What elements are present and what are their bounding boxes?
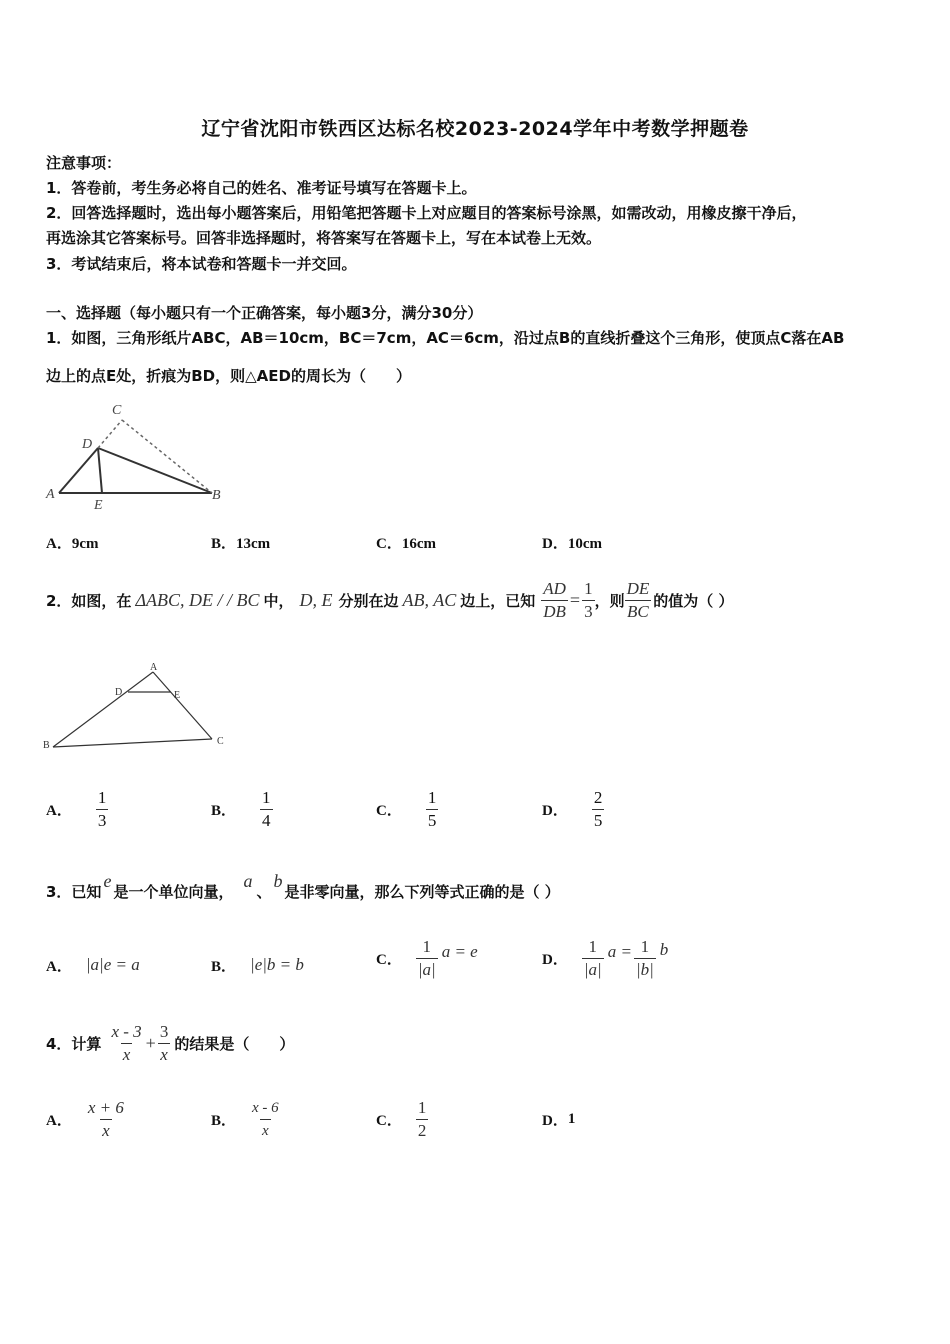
option-letter: C． xyxy=(376,951,402,968)
q2-text-part: 中， xyxy=(263,591,294,610)
option-letter: A． xyxy=(46,802,72,819)
option-fraction: $\frac{1}{|a|}$ xyxy=(583,936,602,979)
option-letter: B． xyxy=(211,958,237,975)
option-letter: D． xyxy=(542,802,568,819)
option-letter: C． xyxy=(376,1112,402,1129)
notice-item-2: 2．回答选择题时，选出每小题答案后，用铅笔把答题卡上对应题目的答案标号涂黑，如需改动，用橡皮擦干净后， xyxy=(46,204,807,222)
q1-option-b[interactable] xyxy=(211,532,270,553)
q3-option-d[interactable] xyxy=(542,928,668,988)
segment-ac xyxy=(153,672,212,739)
q4-option-a[interactable] xyxy=(46,1094,126,1144)
notice-heading: 注意事项： xyxy=(46,154,122,172)
q4-option-d[interactable] xyxy=(542,1094,575,1144)
q2-text-part: ，则 xyxy=(594,591,625,610)
q2-math: D, E xyxy=(299,589,333,610)
q2-math: AB, AC xyxy=(402,589,457,610)
label-b: B xyxy=(212,488,221,503)
q2-text-part: 分别在边 xyxy=(338,591,399,610)
plus-sign: + xyxy=(145,1032,156,1053)
option-expression: |e|b = b xyxy=(250,955,304,974)
option-fraction: $\frac{x + 6}{x}$ xyxy=(87,1097,124,1140)
fraction-one-third: $\frac{1}{3}$ xyxy=(584,578,593,621)
option-letter: B． xyxy=(211,802,237,819)
q2-option-d[interactable] xyxy=(542,786,604,832)
q2-option-b[interactable] xyxy=(211,786,273,832)
option-fraction: $\frac{1}{3}$ xyxy=(97,787,107,830)
notice-item-1: 1．答卷前，考生务必将自己的姓名、准考证号填写在答题卡上。 xyxy=(46,179,477,197)
q1-option-c[interactable] xyxy=(376,532,436,553)
equals-sign: = xyxy=(569,589,581,610)
option-letter: D． xyxy=(542,536,568,552)
label-d: D xyxy=(115,687,123,698)
option-value: 1 xyxy=(567,1110,576,1127)
q3-text-part: 3．已知 xyxy=(46,883,102,901)
option-fraction: $\frac{1}{5}$ xyxy=(427,787,437,830)
q3-option-b[interactable] xyxy=(211,950,304,980)
fraction-de-bc: $\frac{DE}{BC}$ xyxy=(626,578,650,621)
option-fraction: $\frac{1}{|b|}$ xyxy=(635,936,654,979)
q4-text-part: 4．计算 xyxy=(46,1034,102,1053)
q4-text xyxy=(46,1010,294,1076)
q3-text-part: 、 xyxy=(256,883,272,901)
label-e: E xyxy=(94,498,103,513)
segment-ba xyxy=(53,672,153,747)
option-letter: A． xyxy=(46,1112,72,1129)
option-value: 13cm xyxy=(236,536,271,552)
fraction-x-minus-3-over-x: $\frac{x - 3}{x}$ xyxy=(111,1021,142,1064)
option-fraction: $\frac{1}{4}$ xyxy=(262,787,271,830)
q2-text-part: 边上，已知 xyxy=(460,591,536,610)
q2-text xyxy=(46,564,733,636)
q4-option-c[interactable] xyxy=(376,1094,428,1144)
q3-option-a[interactable] xyxy=(46,950,140,980)
label-d: D xyxy=(82,437,93,452)
fraction-ad-db: $\frac{AD}{DB}$ xyxy=(543,578,566,621)
q2-option-a[interactable] xyxy=(46,786,108,832)
vector-e: e xyxy=(103,871,112,891)
option-fraction: $\frac{1}{|a|}$ xyxy=(417,936,436,979)
label-a: A xyxy=(46,487,55,502)
q1-option-a[interactable] xyxy=(46,532,99,553)
option-expression: a = e xyxy=(441,942,478,961)
option-letter: C． xyxy=(376,536,402,552)
label-c: C xyxy=(217,736,224,747)
option-fraction: $\frac{2}{5}$ xyxy=(593,787,603,830)
label-b: B xyxy=(43,740,50,751)
label-a: A xyxy=(150,662,158,673)
segment-bc xyxy=(53,739,212,747)
q1-triangle-figure xyxy=(44,398,229,513)
fraction-3-over-x: $\frac{3}{x}$ xyxy=(159,1021,169,1064)
q3-option-c[interactable] xyxy=(376,928,478,988)
q1-text-line2: 边上的点E处，折痕为BD，则△AED的周长为（ ） xyxy=(46,367,411,385)
option-letter: A． xyxy=(46,536,72,552)
option-fraction: $\frac{1}{2}$ xyxy=(417,1097,427,1140)
q4-text-part: 的结果是（ ） xyxy=(174,1034,295,1053)
option-letter: D． xyxy=(542,1112,568,1129)
vector-b: b xyxy=(273,871,283,891)
page-title: 辽宁省沈阳市铁西区达标名校2023-2024学年中考数学押题卷 xyxy=(201,118,749,140)
section-heading: 一、选择题（每小题只有一个正确答案，每小题3分，满分30分） xyxy=(46,304,483,322)
notice-item-2-cont: 再选涂其它答案标号。回答非选择题时，将答案写在答题卡上，写在本试卷上无效。 xyxy=(46,229,602,247)
q3-text-part: 是非零向量，那么下列等式正确的是（ ） xyxy=(284,883,560,901)
q2-math: ΔABC, DE / / BC xyxy=(135,589,260,610)
label-e: E xyxy=(174,690,181,701)
q2-text-part: 的值为（ ） xyxy=(653,591,734,610)
option-letter: B． xyxy=(211,1112,237,1129)
option-letter: C． xyxy=(376,802,402,819)
option-value: 9cm xyxy=(71,536,99,552)
option-expression: |a|e = a xyxy=(85,955,140,974)
option-value: 16cm xyxy=(401,536,436,552)
q3-text xyxy=(46,872,560,902)
q4-option-b[interactable] xyxy=(211,1094,281,1144)
q2-text-part: 2．如图，在 xyxy=(46,591,132,610)
q2-triangle-figure xyxy=(40,660,240,755)
label-c: C xyxy=(112,403,122,418)
option-fraction: $\frac{x - 6}{x}$ xyxy=(250,1097,281,1142)
option-expression: b xyxy=(659,940,669,959)
option-value: 10cm xyxy=(567,536,602,552)
option-letter: A． xyxy=(46,958,72,975)
option-letter: D． xyxy=(542,951,568,968)
option-letter: B． xyxy=(211,536,237,552)
q1-option-d[interactable] xyxy=(542,532,602,553)
notice-item-3: 3．考试结束后，将本试卷和答题卡一并交回。 xyxy=(46,255,357,273)
q3-text-part: 是一个单位向量， xyxy=(113,883,234,901)
q1-text-line1: 1．如图，三角形纸片ABC，AB＝10cm，BC＝7cm，AC＝6cm，沿过点B的直线折叠这个三角形，使顶点C落在AB xyxy=(46,329,845,347)
vector-a: a xyxy=(243,871,253,891)
q2-option-c[interactable] xyxy=(376,786,438,832)
option-expression: a = xyxy=(607,942,632,961)
